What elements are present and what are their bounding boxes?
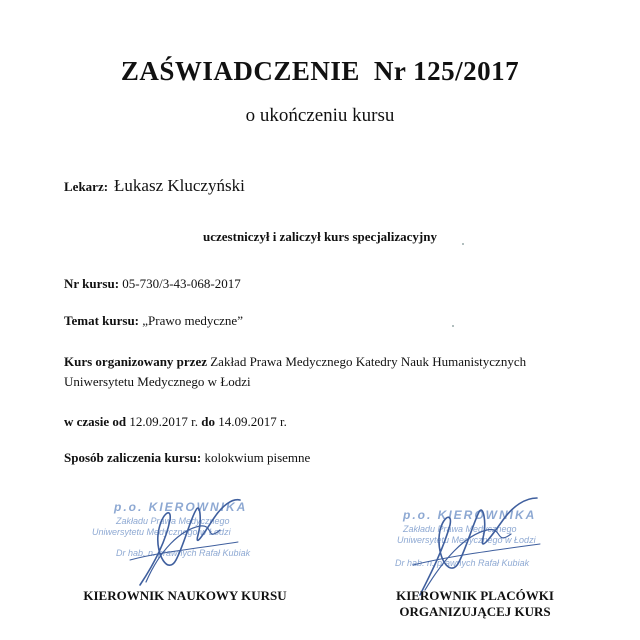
left-stamp-line-4: Dr hab. n. prawnych Rafał Kubiak <box>116 548 251 558</box>
course-period-line <box>64 414 287 430</box>
course-topic-line <box>64 313 243 329</box>
doctor-name: Łukasz Kluczyński <box>114 176 245 195</box>
certificate-subtitle: o ukończeniu kursu <box>245 105 395 126</box>
left-signature-caption: KIEROWNIK NAUKOWY KURSU <box>83 588 287 603</box>
doctor-line <box>64 176 245 196</box>
paper-speck <box>452 325 454 327</box>
left-stamp-line-3: Uniwersytetu Medycznego w Łodzi <box>92 527 231 537</box>
right-signature <box>395 490 555 600</box>
right-stamp-line-2: Zakładu Prawa Medycznego <box>403 524 517 534</box>
period-to-label: do <box>201 414 215 429</box>
right-stamp-line-4: Dr hab. n. prawnych Rafał Kubiak <box>395 558 530 568</box>
doctor-label: Lekarz: <box>64 179 109 194</box>
course-number-line <box>64 276 241 292</box>
completion-method-value: kolokwium pisemne <box>204 450 311 465</box>
title-word: ZAŚWIADCZENIE <box>120 56 360 86</box>
period-to-date: 14.09.2017 r. <box>218 414 287 429</box>
course-topic-label: Temat kursu: <box>64 313 140 328</box>
organizer-label: Kurs organizowany przez <box>64 354 207 369</box>
course-number-value: 05-730/3-43-068-2017 <box>122 276 241 291</box>
completion-method-label: Sposób zaliczenia kursu: <box>64 450 202 465</box>
paper-speck <box>462 243 464 245</box>
course-number-label: Nr kursu: <box>64 276 120 291</box>
left-stamp-line-2: Zakładu Prawa Medycznego <box>116 516 230 526</box>
right-signature-caption-line-2: ORGANIZUJĄCEJ KURS <box>399 604 551 619</box>
left-stamp-line-1: p.o. KIEROWNIKA <box>114 500 248 514</box>
certificate-title <box>0 56 640 87</box>
right-stamp-line-3: Uniwersytetu Medycznego w Łodzi <box>397 535 536 545</box>
organizer-line <box>64 354 526 370</box>
organizer-line-1: Zakład Prawa Medycznego Katedry Nauk Humanistycznych <box>210 354 527 369</box>
right-stamp-line-1: p.o. KIEROWNIKA <box>403 508 537 522</box>
period-from-label: w czasie od <box>64 414 127 429</box>
certificate-number: Nr 125/2017 <box>373 56 520 86</box>
period-from-date: 12.09.2017 r. <box>129 414 198 429</box>
organizer-line-2: Uniwersytetu Medycznego w Łodzi <box>64 374 251 389</box>
left-signature <box>110 490 260 590</box>
completion-method-line <box>64 450 310 466</box>
completion-statement: uczestniczył i zaliczył kurs specjalizacyjny <box>203 229 437 244</box>
course-topic-value: „Prawo medyczne” <box>142 313 243 328</box>
right-signature-caption-line-1: KIEROWNIK PLACÓWKI <box>396 588 554 603</box>
